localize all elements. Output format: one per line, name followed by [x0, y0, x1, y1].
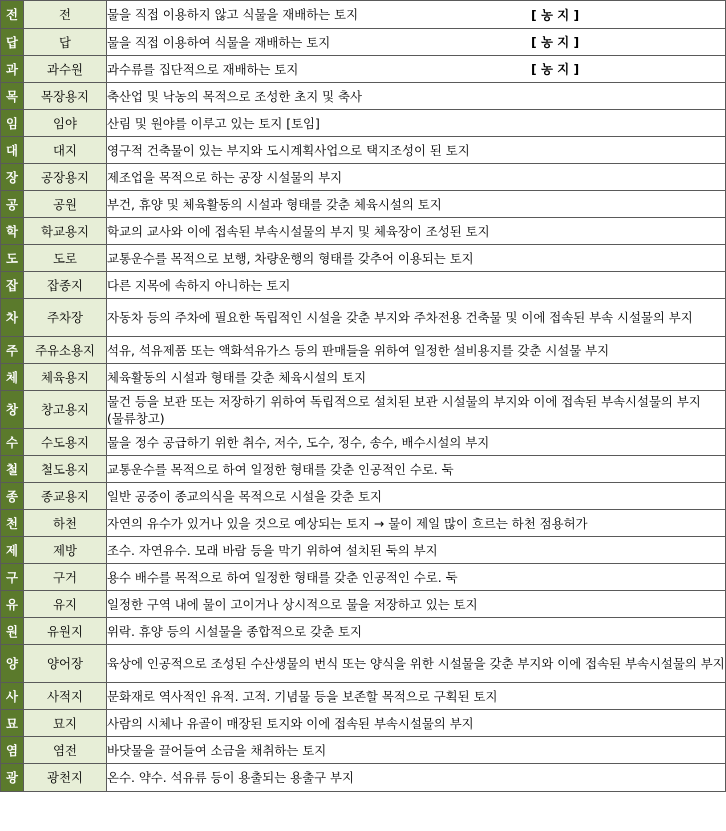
farmland-note: [ 농 지 ]	[531, 61, 580, 77]
category-description: 산림 및 원야를 이루고 있는 토지 [토임]	[107, 115, 320, 131]
category-name: 목장용지	[24, 83, 107, 110]
category-description-cell	[107, 683, 726, 710]
category-name: 철도용지	[24, 456, 107, 483]
table-row	[1, 510, 726, 537]
table-row	[1, 110, 726, 137]
category-description-cell	[107, 191, 726, 218]
category-abbreviation: 구	[1, 564, 24, 591]
category-description: 부건, 휴양 및 체육활동의 시설과 형태를 갖춘 체육시설의 토지	[107, 196, 442, 212]
table-row	[1, 29, 726, 56]
category-abbreviation: 대	[1, 137, 24, 164]
table-row	[1, 483, 726, 510]
category-abbreviation: 도	[1, 245, 24, 272]
category-name: 전	[24, 1, 107, 29]
category-abbreviation: 종	[1, 483, 24, 510]
category-description-cell	[107, 137, 726, 164]
category-abbreviation: 양	[1, 645, 24, 683]
table-row	[1, 564, 726, 591]
category-description-cell	[107, 510, 726, 537]
table-body	[1, 1, 726, 792]
category-abbreviation: 목	[1, 83, 24, 110]
table-row	[1, 645, 726, 683]
category-name: 체육용지	[24, 364, 107, 391]
category-description-cell	[107, 245, 726, 272]
category-description: 자연의 유수가 있거나 있을 것으로 예상되는 토지 → 물이 제일 많이 흐르는 하천 점용허가	[107, 515, 588, 531]
category-name: 공원	[24, 191, 107, 218]
category-description-cell	[107, 364, 726, 391]
category-abbreviation: 답	[1, 29, 24, 56]
category-name: 양어장	[24, 645, 107, 683]
category-description-cell	[107, 56, 726, 83]
table-row	[1, 591, 726, 618]
table-row	[1, 191, 726, 218]
table-row	[1, 391, 726, 429]
category-abbreviation: 전	[1, 1, 24, 29]
category-description: 일반 공중이 종교의식을 목적으로 시설을 갖춘 토지	[107, 488, 382, 504]
category-description: 위락. 휴양 등의 시설물을 종합적으로 갖춘 토지	[107, 623, 362, 639]
category-description: 물을 직접 이용하지 않고 식물을 재배하는 토지	[107, 7, 359, 22]
farmland-note: [ 농 지 ]	[531, 7, 580, 22]
category-name: 염전	[24, 737, 107, 764]
category-description-cell	[107, 110, 726, 137]
table-row	[1, 683, 726, 710]
category-description-cell	[107, 83, 726, 110]
category-description: 문화재로 역사적인 유적. 고적. 기념물 등을 보존할 목적으로 구획된 토지	[107, 688, 498, 704]
category-description: 다른 지목에 속하지 아니하는 토지	[107, 277, 291, 293]
category-description: 석유, 석유제품 또는 액화석유가스 등의 판매들을 위하여 일정한 설비용지를 갖춘 시설물 부지	[107, 342, 610, 358]
category-description: 용수 배수를 목적으로 하여 일정한 형태를 갖춘 인공적인 수로. 둑	[107, 569, 458, 585]
category-description-cell	[107, 564, 726, 591]
category-description-cell	[107, 337, 726, 364]
category-name: 답	[24, 29, 107, 56]
category-abbreviation: 원	[1, 618, 24, 645]
category-abbreviation: 임	[1, 110, 24, 137]
category-description-cell	[107, 645, 726, 683]
category-description: 학교의 교사와 이에 접속된 부속시설물의 부지 및 체육장이 조성된 토지	[107, 223, 490, 239]
category-abbreviation: 묘	[1, 710, 24, 737]
category-description: 자동차 등의 주차에 필요한 독립적인 시설을 갖춘 부지와 주차전용 건축물 및 이에 접속된 부속 시설물의 부지	[107, 310, 693, 325]
category-abbreviation: 수	[1, 429, 24, 456]
category-abbreviation: 체	[1, 364, 24, 391]
category-abbreviation: 철	[1, 456, 24, 483]
table-row	[1, 299, 726, 337]
category-abbreviation: 창	[1, 391, 24, 429]
category-description: 축산업 및 낙농의 목적으로 조성한 초지 및 축사	[107, 88, 362, 104]
category-name: 하천	[24, 510, 107, 537]
category-name: 광천지	[24, 764, 107, 792]
category-description: 과수류를 집단적으로 재배하는 토지	[107, 61, 299, 77]
table-row	[1, 245, 726, 272]
table-row	[1, 272, 726, 299]
category-abbreviation: 과	[1, 56, 24, 83]
category-description-cell	[107, 391, 726, 429]
category-description-cell	[107, 218, 726, 245]
category-description-cell	[107, 1, 726, 29]
category-name: 과수원	[24, 56, 107, 83]
table-row	[1, 429, 726, 456]
table-row	[1, 737, 726, 764]
table-row	[1, 1, 726, 29]
category-abbreviation: 공	[1, 191, 24, 218]
category-description-cell	[107, 591, 726, 618]
category-description-cell	[107, 299, 726, 337]
category-abbreviation: 장	[1, 164, 24, 191]
table-row	[1, 364, 726, 391]
category-description: 물건 등을 보관 또는 저장하기 위하여 독립적으로 설치된 보관 시설물의 부지와 이에 접속된 부속시설물의 부지(물류창고)	[107, 393, 701, 426]
category-description: 제조업을 목적으로 하는 공장 시설물의 부지	[107, 169, 343, 185]
category-abbreviation: 사	[1, 683, 24, 710]
table-row	[1, 137, 726, 164]
category-abbreviation: 제	[1, 537, 24, 564]
category-description-cell	[107, 164, 726, 191]
category-description: 물을 직접 이용하여 식물을 재배하는 토지	[107, 34, 331, 50]
farmland-note: [ 농 지 ]	[531, 34, 580, 50]
category-name: 창고용지	[24, 391, 107, 429]
category-description: 바닷물을 끌어들여 소금을 채취하는 토지	[107, 742, 327, 758]
table-row	[1, 164, 726, 191]
category-description: 영구적 건축물이 있는 부지와 도시계획사업으로 택지조성이 된 토지	[107, 142, 470, 158]
table-row	[1, 537, 726, 564]
category-description: 일정한 구역 내에 물이 고이거나 상시적으로 물을 저장하고 있는 토지	[107, 596, 478, 612]
category-description-cell	[107, 764, 726, 792]
category-description: 교통운수를 목적으로 하여 일정한 형태를 갖춘 인공적인 수로. 둑	[107, 461, 454, 477]
table-row	[1, 618, 726, 645]
table-row	[1, 337, 726, 364]
category-description-cell	[107, 537, 726, 564]
category-description-cell	[107, 456, 726, 483]
category-abbreviation: 염	[1, 737, 24, 764]
category-description-cell	[107, 483, 726, 510]
category-abbreviation: 유	[1, 591, 24, 618]
category-description: 교통운수를 목적으로 보행, 차량운행의 형태를 갖추어 이용되는 토지	[107, 250, 474, 266]
category-name: 묘지	[24, 710, 107, 737]
category-description: 조수. 자연유수. 모래 바람 등을 막기 위하여 설치된 둑의 부지	[107, 542, 438, 558]
category-name: 공장용지	[24, 164, 107, 191]
category-name: 유원지	[24, 618, 107, 645]
category-abbreviation: 천	[1, 510, 24, 537]
category-name: 제방	[24, 537, 107, 564]
category-name: 유지	[24, 591, 107, 618]
table-row	[1, 218, 726, 245]
category-description-cell	[107, 737, 726, 764]
table-row	[1, 456, 726, 483]
category-description-cell	[107, 618, 726, 645]
category-name: 구거	[24, 564, 107, 591]
category-abbreviation: 차	[1, 299, 24, 337]
category-description: 체육활동의 시설과 형태를 갖춘 체육시설의 토지	[107, 369, 367, 385]
category-abbreviation: 광	[1, 764, 24, 792]
category-name: 대지	[24, 137, 107, 164]
table-row	[1, 83, 726, 110]
category-name: 임야	[24, 110, 107, 137]
category-description-cell	[107, 429, 726, 456]
category-abbreviation: 학	[1, 218, 24, 245]
category-description-cell	[107, 29, 726, 56]
category-name: 수도용지	[24, 429, 107, 456]
category-description: 육상에 인공적으로 조성된 수산생물의 번식 또는 양식을 위한 시설물을 갖춘 부지와 이에 접속된 부속시설물의 부지	[107, 656, 725, 671]
category-abbreviation: 주	[1, 337, 24, 364]
table-row	[1, 764, 726, 792]
category-description: 온수. 약수. 석유류 등이 용출되는 용출구 부지	[107, 770, 354, 785]
category-name: 사적지	[24, 683, 107, 710]
table-row	[1, 56, 726, 83]
category-name: 도로	[24, 245, 107, 272]
category-name: 종교용지	[24, 483, 107, 510]
category-description-cell	[107, 272, 726, 299]
table-row	[1, 710, 726, 737]
category-name: 주차장	[24, 299, 107, 337]
category-name: 잡종지	[24, 272, 107, 299]
category-name: 주유소용지	[24, 337, 107, 364]
category-description-cell	[107, 710, 726, 737]
category-abbreviation: 잡	[1, 272, 24, 299]
category-description: 사람의 시체나 유골이 매장된 토지와 이에 접속된 부속시설물의 부지	[107, 715, 474, 731]
category-name: 학교용지	[24, 218, 107, 245]
category-description: 물을 정수 공급하기 위한 취수, 저수, 도수, 정수, 송수, 배수시설의 부지	[107, 434, 490, 450]
